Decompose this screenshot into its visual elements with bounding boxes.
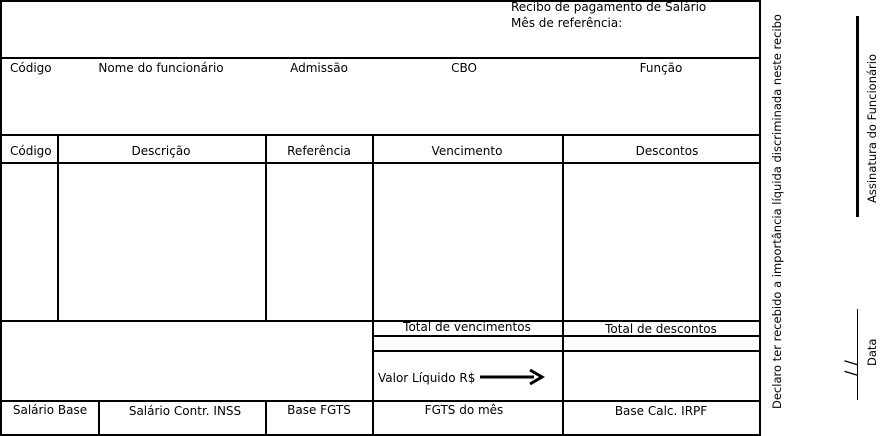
column-header-reference: Referência [287,144,351,158]
column-divider-code [57,134,59,322]
base-divider-1 [98,400,100,436]
date-line [857,309,858,400]
employee-info-bottom-rule [0,134,761,136]
role-label: Função [639,61,683,75]
net-value-label: Valor Líquido R$ [378,371,476,385]
column-header-deductions: Descontos [635,144,699,158]
bases-top-rule [0,400,761,402]
fgts-base-label: Base FGTS [287,403,351,417]
column-header-code: Código [10,144,52,158]
receipt-title: Recibo de pagamento de Salário [511,0,707,14]
reference-month-label: Mês de referência: [511,16,623,30]
frame-left-border [0,0,2,436]
column-header-earnings: Vencimento [431,144,503,158]
date-separators: / / [841,360,860,376]
totals-bottom-rule [373,350,761,352]
table-header-bottom-rule [0,162,761,164]
base-salary-label: Salário Base [12,403,88,417]
column-divider-earnings [562,134,564,436]
cbo-label: CBO [451,61,477,75]
header-bottom-rule [0,57,761,59]
column-divider-description [265,134,267,322]
signature-label: Assinatura do Funcionário [865,53,879,203]
base-divider-2 [265,400,267,436]
admission-label: Admissão [290,61,348,75]
employee-name-label: Nome do funcionário [98,61,224,75]
fgts-month-label: FGTS do mês [424,403,504,417]
receipt-declaration: Declaro ter recebido a importância líquida discriminada neste recibo [770,14,784,409]
employee-code-label: Código [10,61,52,75]
inss-base-label: Salário Contr. INSS [128,404,242,418]
irpf-base-label: Base Calc. IRPF [614,404,708,418]
column-header-description: Descrição [131,144,191,158]
total-earnings-label: Total de vencimentos [403,320,531,334]
arrow-right-icon [478,367,548,387]
signature-line [856,16,859,217]
frame-right-border [759,0,761,436]
column-divider-reference [372,134,374,436]
total-deductions-label: Total de descontos [605,322,717,336]
date-label: Data [865,338,879,366]
